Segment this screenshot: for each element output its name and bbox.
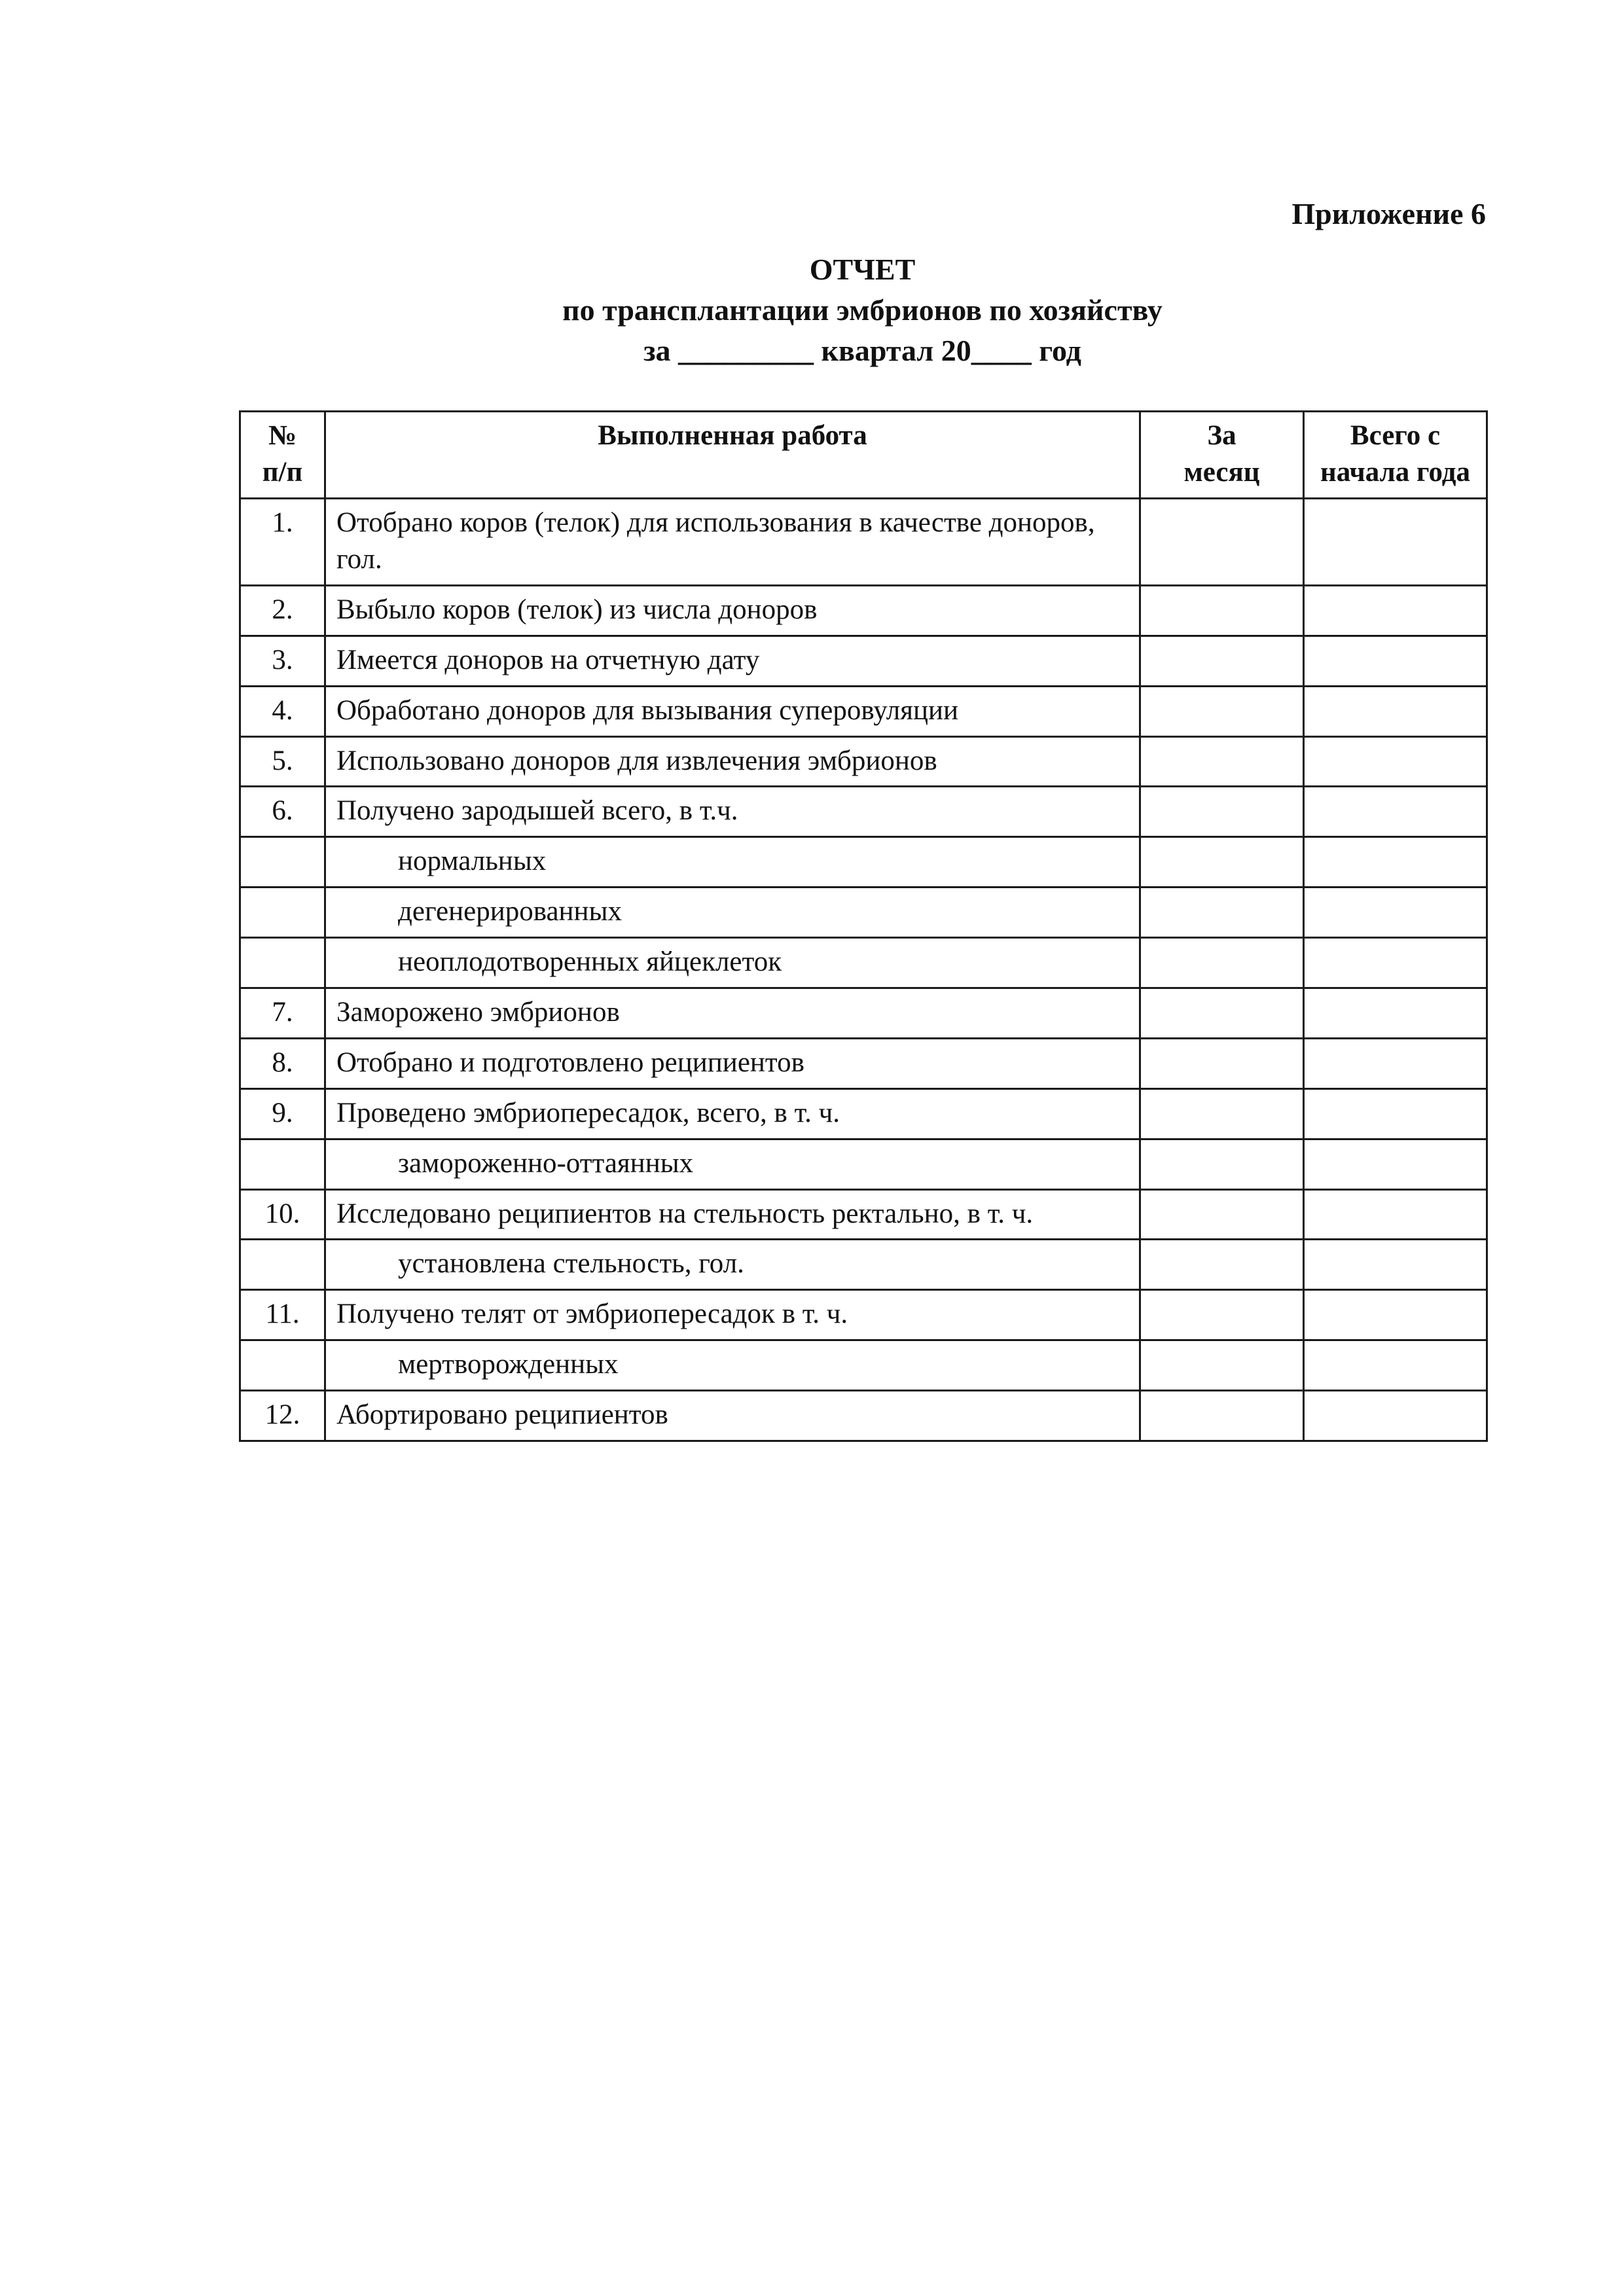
month-value-cell (1140, 1088, 1304, 1139)
header-number (240, 412, 325, 499)
table-row (240, 1088, 1487, 1139)
total-value-cell (1304, 1240, 1487, 1290)
month-value-cell (1140, 1240, 1304, 1290)
month-value-cell (1140, 888, 1304, 938)
header-total (1304, 412, 1487, 499)
total-value-cell (1304, 499, 1487, 586)
work-description-cell: Абортировано реципиентов (325, 1391, 1140, 1441)
row-number-cell (240, 837, 325, 888)
work-description-cell: Исследовано реципиентов на стельность ректально, в т. ч. (325, 1189, 1140, 1240)
work-description-cell: Заморожено эмбрионов (325, 988, 1140, 1038)
report-title: ОТЧЕТ (809, 253, 916, 286)
month-value-cell (1140, 1391, 1304, 1441)
table-row (240, 938, 1487, 988)
table-row (240, 1391, 1487, 1441)
month-value-cell (1140, 585, 1304, 636)
work-description-cell: Получено зародышей всего, в т.ч. (325, 787, 1140, 837)
month-value-cell (1140, 1340, 1304, 1391)
table-row (240, 1290, 1487, 1340)
header-month-line1: За (1207, 420, 1236, 452)
work-description-cell: Отобрано коров (телок) для использования в качестве доноров, гол. (325, 499, 1140, 586)
header-number-line2: п/п (262, 457, 303, 488)
work-description-cell: нормальных (325, 837, 1140, 888)
table-row (240, 1240, 1487, 1290)
work-description-cell: Обработано доноров для вызывания суперовуляции (325, 686, 1140, 736)
month-value-cell (1140, 1189, 1304, 1240)
table-row (240, 636, 1487, 686)
header-month-line2: месяц (1183, 457, 1260, 488)
report-title-block (239, 249, 1486, 371)
month-value-cell (1140, 686, 1304, 736)
work-description-cell: неоплодотворенных яйцеклеток (325, 938, 1140, 988)
table-row (240, 1189, 1487, 1240)
row-number-cell: 9. (240, 1088, 325, 1139)
row-number-cell: 3. (240, 636, 325, 686)
header-total-line2: начала года (1320, 457, 1471, 488)
work-description-cell: Использовано доноров для извлечения эмбрионов (325, 736, 1140, 787)
table-row (240, 686, 1487, 736)
row-number-cell: 7. (240, 988, 325, 1038)
total-value-cell (1304, 837, 1487, 888)
total-value-cell (1304, 938, 1487, 988)
work-description-cell: Выбыло коров (телок) из числа доноров (325, 585, 1140, 636)
row-number-cell (240, 938, 325, 988)
month-value-cell (1140, 636, 1304, 686)
header-work: Выполненная работа (325, 412, 1140, 499)
row-number-cell: 1. (240, 499, 325, 586)
table-row (240, 888, 1487, 938)
table-row (240, 1139, 1487, 1189)
total-value-cell (1304, 1340, 1487, 1391)
total-value-cell (1304, 888, 1487, 938)
row-number-cell (240, 888, 325, 938)
total-value-cell (1304, 1391, 1487, 1441)
month-value-cell (1140, 837, 1304, 888)
row-number-cell: 11. (240, 1290, 325, 1340)
row-number-cell (240, 1240, 325, 1290)
row-number-cell: 8. (240, 1038, 325, 1088)
total-value-cell (1304, 1139, 1487, 1189)
table-row (240, 585, 1487, 636)
work-description-cell: Отобрано и подготовлено реципиентов (325, 1038, 1140, 1088)
total-value-cell (1304, 636, 1487, 686)
work-description-cell: Имеется доноров на отчетную дату (325, 636, 1140, 686)
appendix-label: Приложение 6 (1291, 197, 1486, 230)
table-row (240, 988, 1487, 1038)
work-description-cell: Получено телят от эмбриопересадок в т. ч. (325, 1290, 1140, 1340)
row-number-cell: 6. (240, 787, 325, 837)
header-number-line1: № (268, 420, 297, 452)
report-period-line: за _________ квартал 20____ год (643, 334, 1081, 368)
header-month (1140, 412, 1304, 499)
work-description-cell: замороженно-оттаянных (325, 1139, 1140, 1189)
month-value-cell (1140, 1038, 1304, 1088)
month-value-cell (1140, 499, 1304, 586)
report-page (239, 196, 1486, 1442)
work-description-cell: Проведено эмбриопересадок, всего, в т. ч. (325, 1088, 1140, 1139)
total-value-cell (1304, 1038, 1487, 1088)
work-description-cell: дегенерированных (325, 888, 1140, 938)
table-header-row (240, 412, 1487, 499)
work-description-cell: мертворожденных (325, 1340, 1140, 1391)
total-value-cell (1304, 1189, 1487, 1240)
work-description-cell: установлена стельность, гол. (325, 1240, 1140, 1290)
row-number-cell (240, 1139, 325, 1189)
total-value-cell (1304, 736, 1487, 787)
month-value-cell (1140, 988, 1304, 1038)
report-table (239, 410, 1488, 1442)
table-row (240, 1038, 1487, 1088)
month-value-cell (1140, 736, 1304, 787)
table-row (240, 1340, 1487, 1391)
total-value-cell (1304, 585, 1487, 636)
total-value-cell (1304, 988, 1487, 1038)
header-total-line1: Всего с (1350, 420, 1441, 452)
report-subtitle: по трансплантации эмбрионов по хозяйству (562, 293, 1163, 327)
row-number-cell: 12. (240, 1391, 325, 1441)
table-row (240, 736, 1487, 787)
month-value-cell (1140, 1290, 1304, 1340)
row-number-cell: 10. (240, 1189, 325, 1240)
table-row (240, 787, 1487, 837)
month-value-cell (1140, 787, 1304, 837)
month-value-cell (1140, 1139, 1304, 1189)
total-value-cell (1304, 1088, 1487, 1139)
table-row (240, 499, 1487, 586)
row-number-cell: 5. (240, 736, 325, 787)
total-value-cell (1304, 1290, 1487, 1340)
month-value-cell (1140, 938, 1304, 988)
total-value-cell (1304, 787, 1487, 837)
total-value-cell (1304, 686, 1487, 736)
row-number-cell: 4. (240, 686, 325, 736)
row-number-cell: 2. (240, 585, 325, 636)
row-number-cell (240, 1340, 325, 1391)
table-row (240, 837, 1487, 888)
